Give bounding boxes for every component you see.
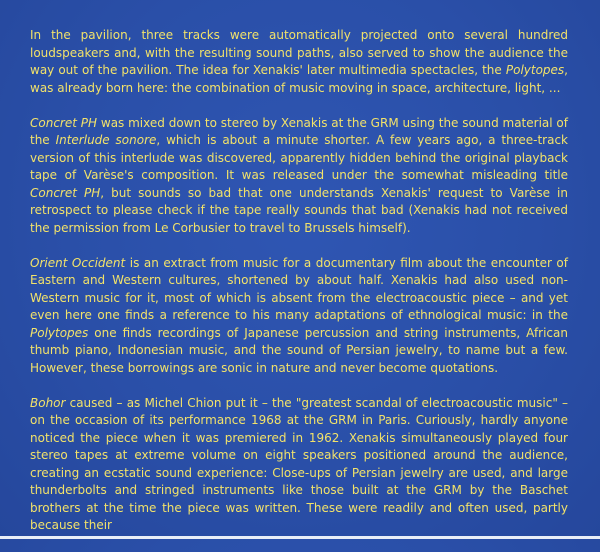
text-run: , was already born here: the combination of music moving in space, architecture, light, ... — [30, 63, 568, 95]
text-run: one finds recordings of Japanese percussion and string instruments, African thumb piano, Indonesian music, and the sound of Persian jewelry, to name but a few. However, these borrowings are sonic in nature and never become quotations. — [30, 325, 568, 375]
work-title: Concret PH — [30, 185, 101, 200]
work-title: Bohor — [30, 395, 66, 410]
text-run: caused – as Michel Chion put it – the "greatest scandal of electroacoustic music" – on the occasion of its performance 1968 at the GRM in Paris. Curiously, hardly anyone noticed the piece when it was premiered in 1962. Xenakis simultaneously played four stereo tapes at extreme volume on eight speakers positioned around the audience, creating an ecstatic sound experience: Close-ups of Persian jewelry are used, and large thunderbolts and stringed instruments like those built at the GRM by the Baschet brothers at the time the piece was written. These were readily and often used, partly because their — [30, 395, 568, 532]
liner-notes-page — [30, 27, 568, 552]
work-title: Concret PH — [30, 115, 98, 130]
work-title: Polytopes — [505, 63, 565, 77]
text-run: , but sounds so bad that one understands Xenakis' request to Varèse in retrospect to please check if the tape really sounds that bad (Xenakis had not received the permission from Le Corbusier to travel to Brussels himself). — [30, 185, 568, 235]
work-title: Polytopes — [30, 325, 89, 340]
paragraph-bohor — [30, 395, 568, 535]
paragraph-concret-ph — [30, 115, 568, 238]
paragraph-pavilion — [30, 27, 568, 97]
text-run: is an extract from music for a documentary film about the encounter of Eastern and Western cultures, shortened by about half. Xenakis had also used non-Western music for it, most of which is absent from the electroacoustic piece – and yet even here one finds a reference to his many adaptations of ethnological music: in the — [30, 255, 568, 322]
paragraph-orient-occident — [30, 255, 568, 378]
work-title: Interlude sonore — [55, 133, 157, 147]
work-title: Orient Occident — [30, 255, 126, 270]
text-run: , which is about a minute shorter. A few years ago, a three-track version of this interlude was discovered, apparently hidden behind the original playback tape of Varèse's composition. It was released under the somewhat misleading title — [30, 133, 568, 182]
text-run: In the pavilion, three tracks were automatically projected onto several hundred loudspeakers and, with the resulting sound paths, also served to show the audience the way out of the pavilion. The idea for Xenakis' later multimedia spectacles, the — [30, 28, 568, 77]
text-run: was mixed down to stereo by Xenakis at the GRM using the sound material of the — [30, 115, 568, 147]
